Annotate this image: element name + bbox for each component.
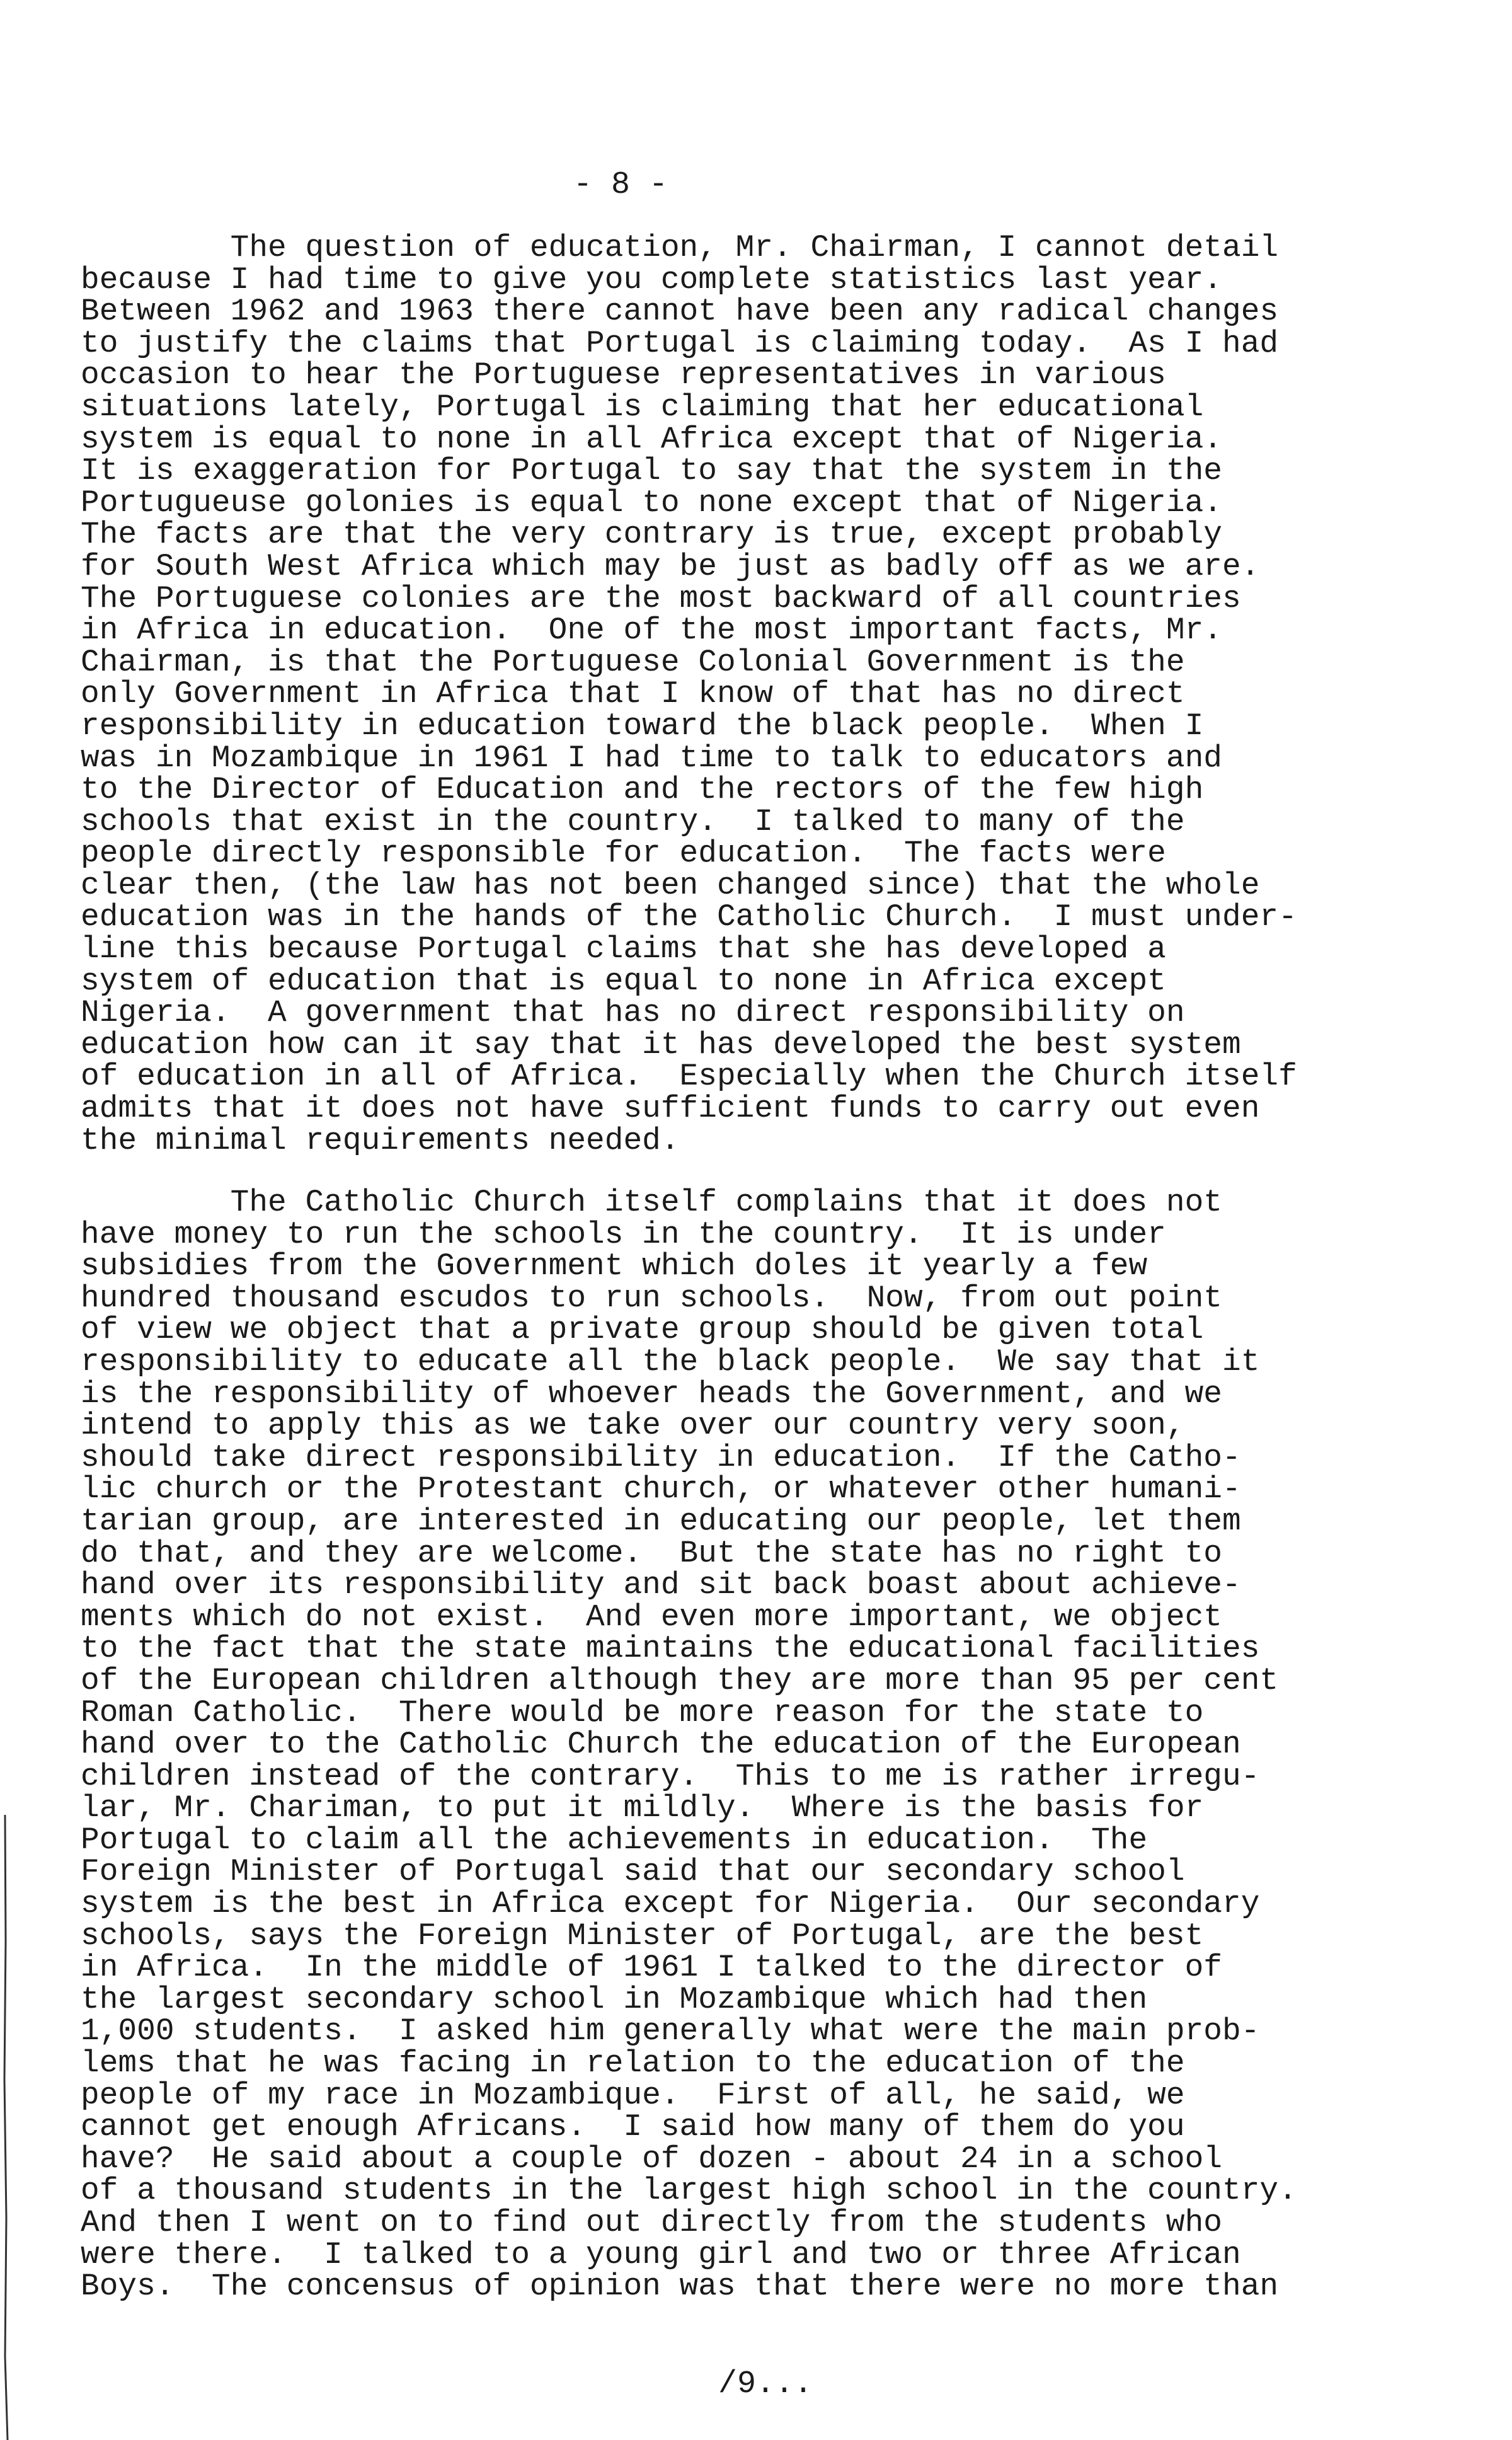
text-line: responsibility to educate all the black people. We say that it bbox=[81, 1344, 1260, 1379]
text-line: hand over its responsibility and sit back boast about achieve- bbox=[81, 1567, 1241, 1603]
text-line: cannot get enough Africans. I said how many of them do you bbox=[81, 2109, 1185, 2145]
page-number: - 8 - bbox=[573, 167, 668, 203]
text-line: only Government in Africa that I know of that has no direct bbox=[81, 676, 1185, 712]
text-line: should take direct responsibility in education. If the Catho- bbox=[81, 1439, 1241, 1475]
text-line: admits that it does not have sufficient funds to carry out even bbox=[81, 1091, 1260, 1127]
text-line: hand over to the Catholic Church the education of the European bbox=[81, 1727, 1241, 1763]
text-line: people of my race in Mozambique. First of all, he said, we bbox=[81, 2077, 1185, 2113]
text-line: of view we object that a private group should be given total bbox=[81, 1312, 1204, 1348]
text-line: system of education that is equal to none in Africa except bbox=[81, 963, 1166, 999]
text-line: to the fact that the state maintains the educational facilities bbox=[81, 1631, 1260, 1667]
text-line: Foreign Minister of Portugal said that our secondary school bbox=[81, 1854, 1185, 1890]
text-line: The question of education, Mr. Chairman, I cannot detail bbox=[81, 230, 1279, 265]
text-line: to the Director of Education and the rectors of the few high bbox=[81, 772, 1204, 808]
text-line: schools, says the Foreign Minister of Portugal, are the best bbox=[81, 1918, 1204, 1954]
text-line: of education in all of Africa. Especially when the Church itself bbox=[81, 1059, 1297, 1095]
text-line: Roman Catholic. There would be more reason for the state to bbox=[81, 1695, 1204, 1730]
text-line: is the responsibility of whoever heads the Government, and we bbox=[81, 1376, 1222, 1412]
continuation-marker: /9... bbox=[718, 2366, 813, 2402]
text-line: the largest secondary school in Mozambique which had then bbox=[81, 1981, 1148, 2017]
text-line: lic church or the Protestant church, or whatever other humani- bbox=[81, 1471, 1241, 1507]
text-line: The Catholic Church itself complains that it does not bbox=[81, 1185, 1222, 1220]
text-line: tarian group, are interested in educating our people, let them bbox=[81, 1503, 1241, 1539]
text-line: in Africa. In the middle of 1961 I talked to the director of bbox=[81, 1950, 1222, 1986]
text-line: for South West Africa which may be just as badly off as we are. bbox=[81, 548, 1260, 584]
text-line: Between 1962 and 1963 there cannot have been any radical changes bbox=[81, 294, 1279, 330]
text-line: lems that he was facing in relation to the education of the bbox=[81, 2046, 1185, 2081]
paragraph-catholic-church bbox=[81, 1187, 1297, 2303]
text-line: in Africa in education. One of the most important facts, Mr. bbox=[81, 613, 1222, 648]
text-line: hundred thousand escudos to run schools. Now, from out point bbox=[81, 1280, 1222, 1316]
text-line: It is exaggeration for Portugal to say that the system in the bbox=[81, 453, 1222, 489]
text-line: the minimal requirements needed. bbox=[81, 1122, 680, 1158]
text-line: And then I went on to find out directly from the students who bbox=[81, 2205, 1222, 2240]
text-line: were there. I talked to a young girl and two or three African bbox=[81, 2236, 1241, 2272]
text-line: system is the best in Africa except for Nigeria. Our secondary bbox=[81, 1886, 1260, 1922]
text-line: clear then, (the law has not been changed since) that the whole bbox=[81, 867, 1260, 903]
text-line: education was in the hands of the Catholic Church. I must under- bbox=[81, 899, 1297, 935]
text-line: ments which do not exist. And even more important, we object bbox=[81, 1599, 1222, 1635]
text-line: line this because Portugal claims that she has developed a bbox=[81, 931, 1166, 967]
text-line: The facts are that the very contrary is true, except probably bbox=[81, 517, 1222, 553]
text-line: have? He said about a couple of dozen - about 24 in a school bbox=[81, 2141, 1222, 2177]
text-line: system is equal to none in all Africa except that of Nigeria. bbox=[81, 421, 1222, 457]
text-line: Chairman, is that the Portuguese Colonial Government is the bbox=[81, 644, 1185, 680]
binding-edge-mark bbox=[0, 1815, 18, 2440]
text-line: responsibility in education toward the black people. When I bbox=[81, 708, 1204, 744]
text-line: do that, and they are welcome. But the state has no right to bbox=[81, 1535, 1222, 1571]
text-line: have money to run the schools in the country. It is under bbox=[81, 1216, 1166, 1252]
text-line: Boys. The concensus of opinion was that there were no more than bbox=[81, 2269, 1279, 2305]
text-line: schools that exist in the country. I talked to many of the bbox=[81, 803, 1185, 839]
text-line: lar, Mr. Chariman, to put it mildly. Where is the basis for bbox=[81, 1790, 1204, 1826]
text-line: of a thousand students in the largest high school in the country. bbox=[81, 2173, 1297, 2209]
text-line: people directly responsible for education. The facts were bbox=[81, 836, 1166, 872]
text-line: situations lately, Portugal is claiming that her educational bbox=[81, 389, 1204, 425]
text-line: Nigeria. A government that has no direct responsibility on bbox=[81, 995, 1185, 1031]
text-line: intend to apply this as we take over our country very soon, bbox=[81, 1408, 1185, 1444]
text-line: The Portuguese colonies are the most backward of all countries bbox=[81, 580, 1241, 616]
text-line: education how can it say that it has developed the best system bbox=[81, 1027, 1241, 1062]
text-line: subsidies from the Government which doles it yearly a few bbox=[81, 1248, 1148, 1284]
text-line: Portugueuse golonies is equal to none except that of Nigeria. bbox=[81, 485, 1222, 521]
text-line: was in Mozambique in 1961 I had time to talk to educators and bbox=[81, 740, 1222, 776]
text-line: children instead of the contrary. This to me is rather irregu- bbox=[81, 1758, 1260, 1794]
text-line: 1,000 students. I asked him generally what were the main prob- bbox=[81, 2013, 1260, 2049]
text-line: because I had time to give you complete statistics last year. bbox=[81, 262, 1222, 297]
paragraph-education-overview bbox=[81, 232, 1297, 1156]
text-line: of the European children although they are more than 95 per cent bbox=[81, 1662, 1279, 1698]
text-line: Portugal to claim all the achievements in education. The bbox=[81, 1822, 1148, 1858]
text-line: to justify the claims that Portugal is claiming today. As I had bbox=[81, 325, 1279, 361]
text-line: occasion to hear the Portuguese representatives in various bbox=[81, 357, 1166, 393]
